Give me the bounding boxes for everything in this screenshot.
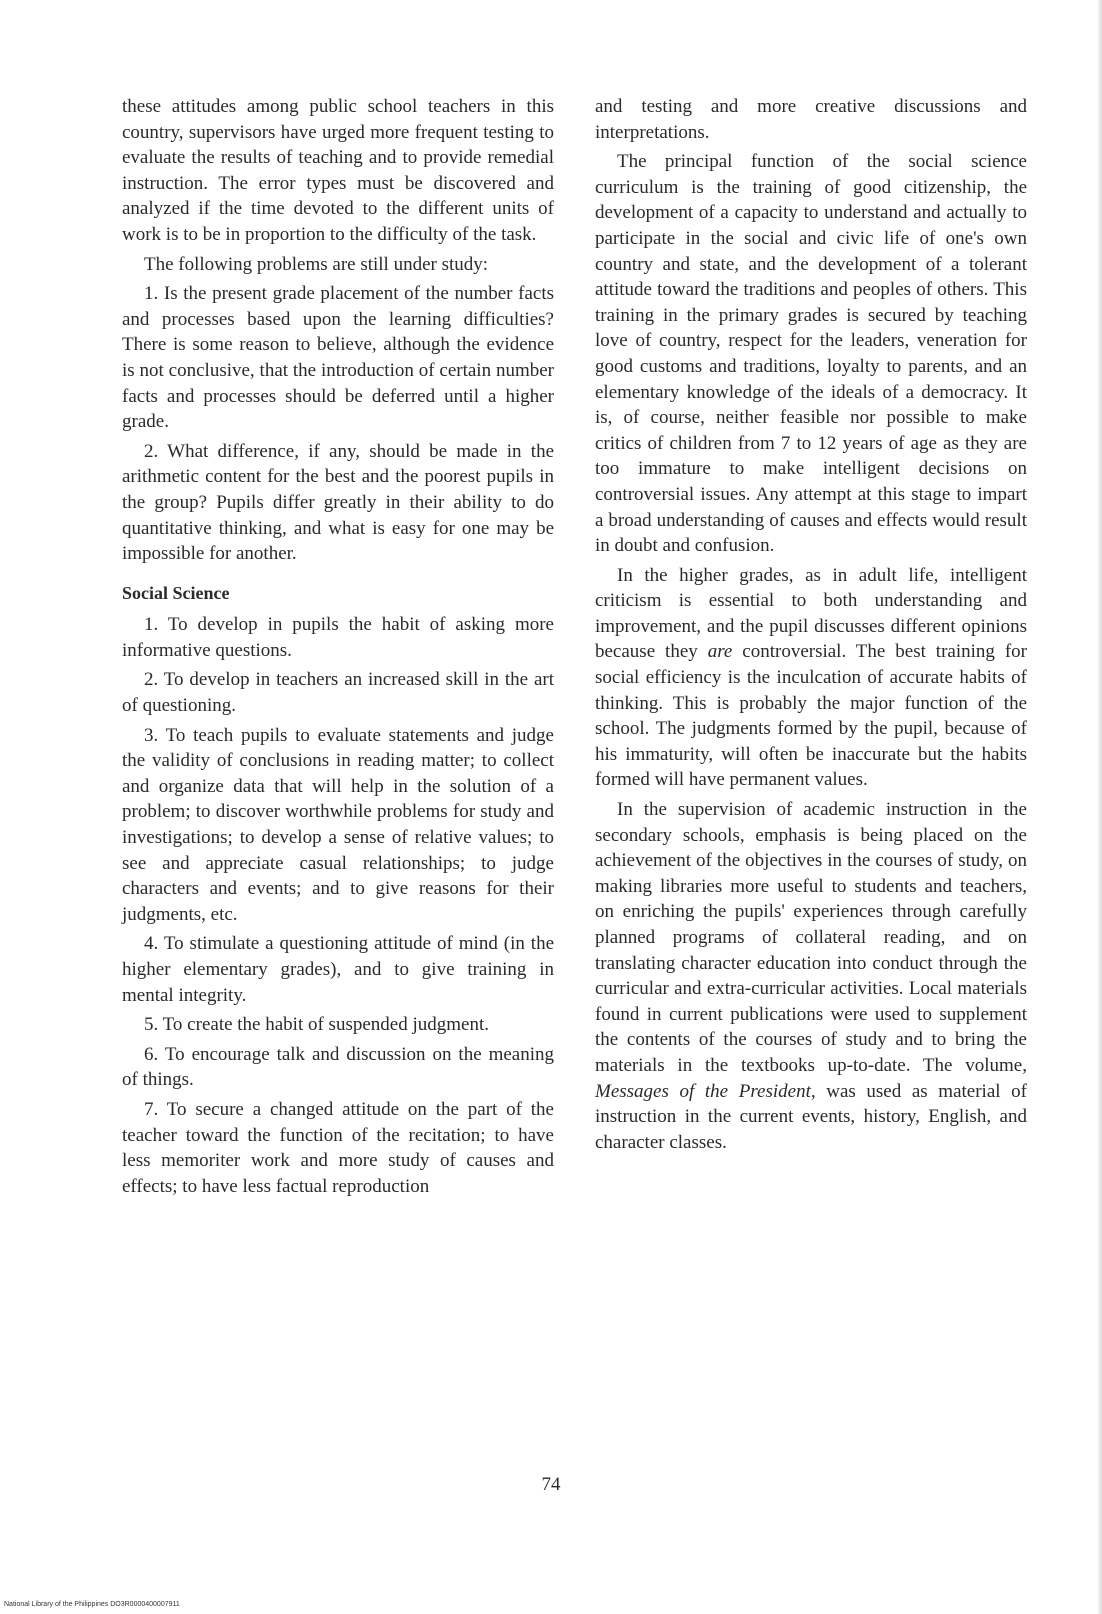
higher-grades-text-1: In the higher grades, as in adult life, intelligent criticism is essential to both understanding and improvement, and the pupil discusses different opinions because they <box>595 564 1027 663</box>
page-edge-shadow <box>1097 0 1102 1614</box>
objective-item-1: 1. To develop in pupils the habit of asking more informative questions. <box>122 614 554 661</box>
right-column <box>595 94 1027 1159</box>
publication-title: Messages of the President <box>595 1080 811 1102</box>
supervision-text-2: , was used as material of instruction in the current events, history, English, and character classes. <box>595 1080 1027 1153</box>
principal-function-paragraph: The principal function of the social science curriculum is the training of good citizenship, the development of a capacity to understand and actually to participate in the social and civic life of one's own country and state, and the development of a tolerant attitude toward the traditions and peoples of others. This training in the primary grades is secured by teaching love of country, respect for the leaders, veneration for good customs and traditions, loyalty to parents, and an elementary knowledge of the ideals of a democracy. It is, of course, neither feasible nor possible to make critics of children from 7 to 12 years of age as they are too immature to make intelligent decisions on controversial issues. Any attempt at this stage to impart a broad understanding of causes and effects would result in doubt and confusion. <box>595 151 1027 557</box>
higher-grades-emphasis: are <box>707 641 733 663</box>
problem-2: 2. What difference, if any, should be made in the arithmetic content for the best and the poorest pupils in the group? Pupils differ greatly in their ability to do quantitative thinking, and what is easy for one may be impossible for another. <box>122 440 554 565</box>
objective-item-6: 6. To encourage talk and discussion on the meaning of things. <box>122 1043 554 1091</box>
page-number: 74 <box>541 1474 561 1495</box>
footer-credit: National Library of the Philippines DO3R0000400007911 <box>4 1601 180 1608</box>
objective-item-2: 2. To develop in teachers an increased skill in the art of questioning. <box>122 669 554 717</box>
left-column <box>122 94 554 1203</box>
objective-item-5: 5. To create the habit of suspended judgment. <box>144 1014 489 1036</box>
objective-item-3: 3. To teach pupils to evaluate statements and judge the validity of conclusions in reading matter; to collect and organize data that will help in the solution of a problem; to discover worthwhile problems for study and investigations; to develop a sense of relative values; to see and appreciate casual relationships; to judge characters and events; and to give reasons for their judgments, etc. <box>122 724 554 925</box>
objective-item-4: 4. To stimulate a questioning attitude of mind (in the higher elementary grades), and to give training in mental integrity. <box>122 933 554 1006</box>
continuation-paragraph: and testing and more creative discussions and interpretations. <box>595 96 1027 143</box>
supervision-paragraph <box>595 797 1027 1155</box>
higher-grades-paragraph <box>595 563 1027 793</box>
problems-intro: The following problems are still under study: <box>144 253 489 275</box>
objective-item-7: 7. To secure a changed attitude on the part of the teacher toward the function of the recitation; to have less memoriter work and more study of causes and effects; to have less factual reproduction <box>122 1098 554 1197</box>
higher-grades-text-2: controversial. The best training for social efficiency is the inculcation of accurate habits of thinking. This is probably the major function of the school. The judgments formed by the pupil, because of his immaturity, will often be inaccurate but the habits formed will have permanent values. <box>595 641 1027 791</box>
problem-1: 1. Is the present grade placement of the number facts and processes based upon the learning difficulties? There is some reason to believe, although the evidence is not conclusive, that the introduction of certain number facts and processes should be deferred until a higher grade. <box>122 283 554 433</box>
section-heading-social-science: Social Science <box>122 582 230 603</box>
intro-paragraph: these attitudes among public school teachers in this country, supervisors have urged more frequent testing to evaluate the results of teaching and to provide remedial instruction. The error types must be discovered and analyzed if the time devoted to the different units of work is to be in proportion to the difficulty of the task. <box>122 96 554 245</box>
supervision-text-1: In the supervision of academic instruction in the secondary schools, emphasis is being placed on the achievement of the objectives in the courses of study, on making libraries more useful to students and teachers, on enriching the pupils' experiences through carefully planned programs of collateral reading, and on translating character education into conduct through the curricular and extra-curricular activities. Local materials found in current publications were used to supplement the contents of the courses of study and to bring the materials in the textbooks up-to-date. The volume, <box>595 799 1027 1076</box>
